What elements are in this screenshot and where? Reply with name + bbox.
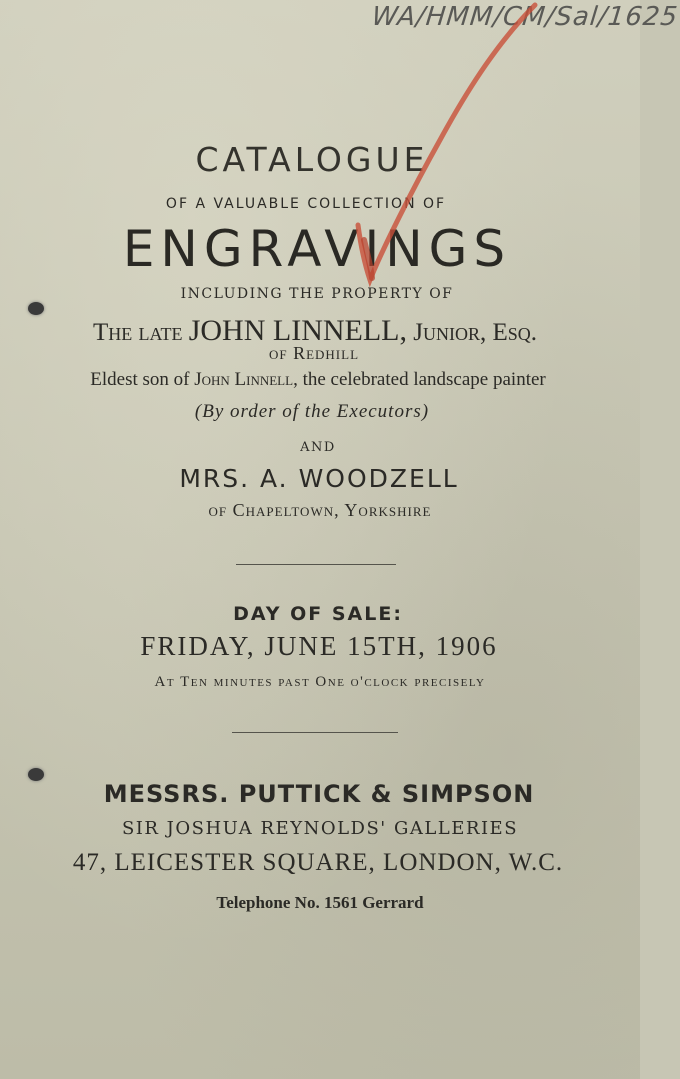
catalogue-title: CATALOGUE — [195, 140, 429, 179]
father-name: John Linnell — [194, 369, 294, 390]
divider-top — [236, 564, 396, 565]
redhill-line: of Redhill — [268, 343, 360, 363]
address: 47, LEICESTER SQUARE, LONDON, W.C. — [72, 849, 564, 876]
sale-time: At Ten minutes past One o'clock precisely — [154, 674, 486, 690]
chapeltown-line: of Chapeltown, Yorkshire — [208, 500, 432, 520]
owner-name: JOHN LINNELL, — [188, 314, 408, 347]
eldest-son-prefix: Eldest son of — [90, 369, 190, 390]
including-line: INCLUDING THE PROPERTY OF — [180, 286, 454, 302]
telephone: Telephone No. 1561 Gerrard — [216, 893, 424, 912]
eldest-son-suffix: , the celebrated landscape painter — [293, 369, 546, 390]
executors-note: (By order of the Executors) — [194, 401, 430, 422]
collection-subtitle: OF A VALUABLE COLLECTION OF — [165, 196, 447, 212]
sale-heading: DAY OF SALE: — [233, 603, 403, 625]
galleries: SIR JOSHUA REYNOLDS' GALLERIES — [121, 818, 519, 839]
and-label: AND — [300, 440, 336, 455]
auctioneers: MESSRS. PUTTICK & SIMPSON — [103, 780, 535, 808]
second-owner: MRS. A. WOODZELL — [179, 464, 459, 493]
sale-date: FRIDAY, JUNE 15TH, 1906 — [140, 631, 498, 661]
handwritten-reference: WA/HMM/CM/Sal/1625 — [370, 2, 680, 32]
eldest-son-line — [0, 369, 638, 391]
engravings-title: ENGRAVINGS — [122, 220, 512, 278]
the-late-label: The late — [92, 319, 183, 346]
divider-bottom — [232, 732, 398, 733]
red-checkmark-icon — [330, 0, 550, 300]
owner-suffix: Junior, Esq. — [413, 319, 538, 346]
